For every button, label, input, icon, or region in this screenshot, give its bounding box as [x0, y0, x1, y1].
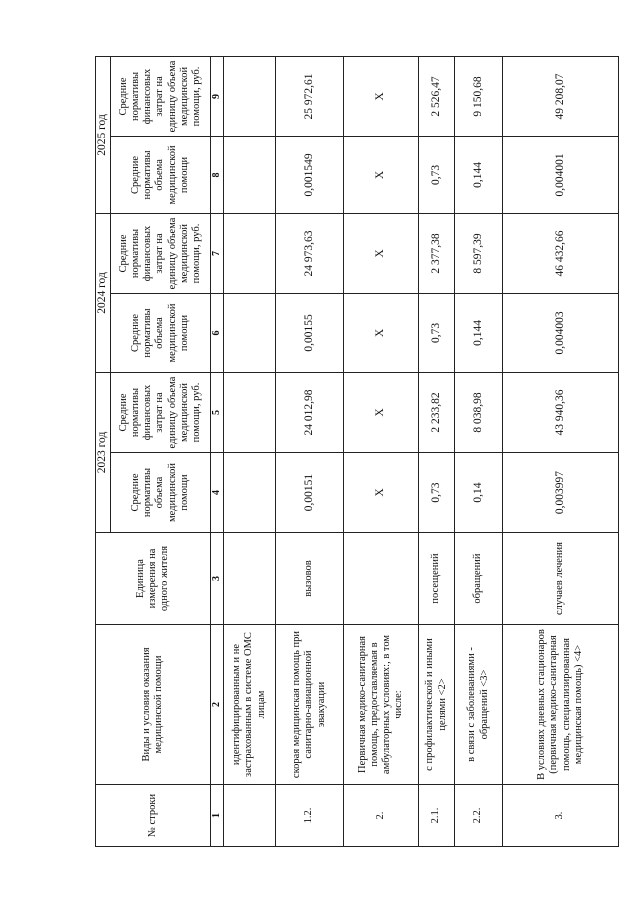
volume-2025: 0,144 — [455, 136, 503, 213]
header-year-2025: 2025 год — [96, 56, 111, 213]
rotated-table-wrapper — [95, 57, 615, 847]
volume-2024: Х — [344, 293, 419, 372]
care-kind: Первичная медико-санитарная помощь, предоставляемая в амбулаторных условиях:, в том числе: — [344, 625, 419, 785]
care-kind: идентифицированным и не застрахованным в системе ОМС лицам — [224, 625, 276, 785]
cost-2023: Х — [344, 372, 419, 452]
cost-2025: 49 208,07 — [503, 56, 619, 136]
unit — [344, 533, 419, 625]
volume-2023: 0,14 — [455, 453, 503, 533]
table-row — [419, 56, 455, 846]
unit: обращений — [455, 533, 503, 625]
volume-2024: 0,004003 — [503, 293, 619, 372]
cost-2023: 8 038,98 — [455, 372, 503, 452]
column-number: 3 — [211, 533, 224, 625]
volume-2025: Х — [344, 136, 419, 213]
table-row — [276, 56, 344, 846]
header-volume-2023: Средние нормативы объема медицинской помощи — [111, 453, 211, 533]
table-row — [455, 56, 503, 846]
header-kinds: Виды и условия оказания медицинской помощи — [96, 625, 211, 785]
row-number — [224, 785, 276, 847]
cost-2023: 43 940,36 — [503, 372, 619, 452]
column-number: 5 — [211, 372, 224, 452]
row-number: 3. — [503, 785, 619, 847]
column-number-row — [211, 56, 224, 846]
care-kind: скорая медицинская помощь при санитарно-авиационной эвакуации — [276, 625, 344, 785]
cost-2024: 8 597,39 — [455, 213, 503, 293]
table-row — [224, 56, 276, 846]
row-number: 1.2. — [276, 785, 344, 847]
volume-2024: 0,00155 — [276, 293, 344, 372]
header-year-2024: 2024 год — [96, 213, 111, 372]
cost-2024: 2 377,38 — [419, 213, 455, 293]
unit: посещений — [419, 533, 455, 625]
header-cost-2024: Средние нормативы финансовых затрат на единицу объема медицинской помощи, руб. — [111, 213, 211, 293]
cost-2024: 24 973,63 — [276, 213, 344, 293]
column-number: 9 — [211, 56, 224, 136]
medical-care-norms-table — [95, 56, 619, 847]
header-row-number: № строки — [96, 785, 211, 847]
cost-2024 — [224, 213, 276, 293]
volume-2023 — [224, 453, 276, 533]
header-year-2023: 2023 год — [96, 372, 111, 532]
volume-2024: 0,144 — [455, 293, 503, 372]
volume-2025: 0,001549 — [276, 136, 344, 213]
cost-2025: Х — [344, 56, 419, 136]
cost-2025: 9 150,68 — [455, 56, 503, 136]
cost-2025: 25 972,61 — [276, 56, 344, 136]
header-cost-2025: Средние нормативы финансовых затрат на единицу объема медицинской помощи, руб. — [111, 56, 211, 136]
volume-2024: 0,73 — [419, 293, 455, 372]
header-cost-2023: Средние нормативы финансовых затрат на единицу объема медицинской помощи, руб. — [111, 372, 211, 452]
volume-2023: 0,00151 — [276, 453, 344, 533]
table-row — [344, 56, 419, 846]
column-number: 4 — [211, 453, 224, 533]
volume-2023: Х — [344, 453, 419, 533]
cost-2025: 2 526,47 — [419, 56, 455, 136]
volume-2025: 0,004001 — [503, 136, 619, 213]
care-kind: с профилактической и иными целями <2> — [419, 625, 455, 785]
header-volume-2025: Средние нормативы объема медицинской помощи — [111, 136, 211, 213]
cost-2023 — [224, 372, 276, 452]
care-kind: в связи с заболеваниями - обращений <3> — [455, 625, 503, 785]
unit: случаев лечения — [503, 533, 619, 625]
cost-2023: 2 233,82 — [419, 372, 455, 452]
volume-2023: 0,003997 — [503, 453, 619, 533]
unit: вызовов — [276, 533, 344, 625]
volume-2023: 0,73 — [419, 453, 455, 533]
volume-2024 — [224, 293, 276, 372]
cost-2024: Х — [344, 213, 419, 293]
care-kind: В условиях дневных стационаров (первичная медико-санитарная помощь, специализированная медицинская помощь) <4> — [503, 625, 619, 785]
unit — [224, 533, 276, 625]
header-unit: Единица измерения на одного жителя — [96, 533, 211, 625]
row-number: 2. — [344, 785, 419, 847]
column-number: 2 — [211, 625, 224, 785]
cost-2024: 46 432,66 — [503, 213, 619, 293]
volume-2025: 0,73 — [419, 136, 455, 213]
header-volume-2024: Средние нормативы объема медицинской помощи — [111, 293, 211, 372]
column-number: 6 — [211, 293, 224, 372]
table-row — [503, 56, 619, 846]
volume-2025 — [224, 136, 276, 213]
row-number: 2.2. — [455, 785, 503, 847]
column-number: 8 — [211, 136, 224, 213]
column-number: 1 — [211, 785, 224, 847]
column-number: 7 — [211, 213, 224, 293]
row-number: 2.1. — [419, 785, 455, 847]
cost-2023: 24 012,98 — [276, 372, 344, 452]
cost-2025 — [224, 56, 276, 136]
